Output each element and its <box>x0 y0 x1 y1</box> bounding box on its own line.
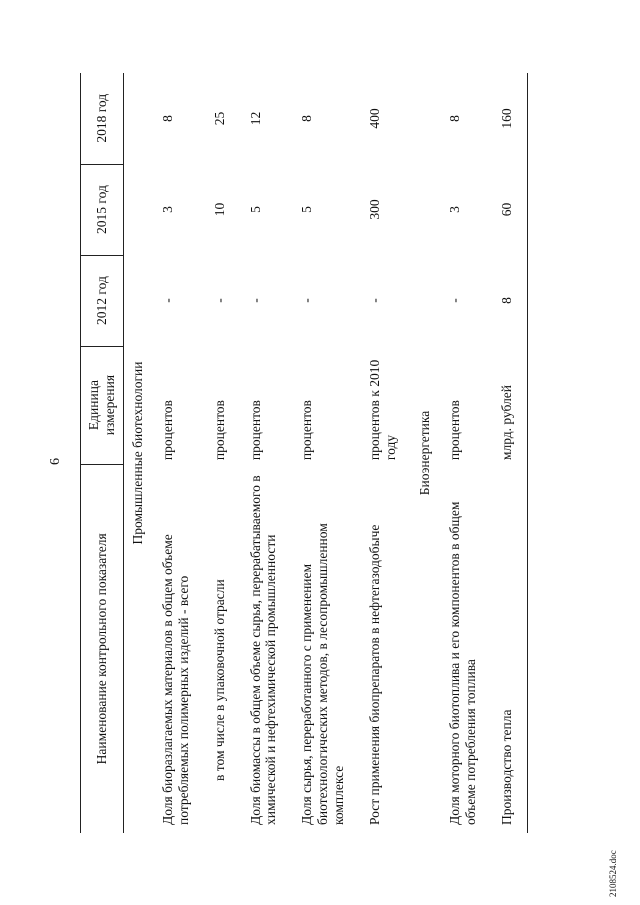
row-name: Рост применения биопрепаратов в нефтегазодобыче <box>367 524 383 825</box>
table-row <box>359 73 411 833</box>
table-row <box>204 73 240 833</box>
table-row <box>291 73 359 833</box>
row-2015: 10 <box>211 202 227 217</box>
row-unit: процентов <box>159 400 175 461</box>
section-title: Биоэнергетика <box>416 410 432 496</box>
row-2015: 300 <box>367 199 383 220</box>
row-2012: - <box>446 298 462 303</box>
section-row <box>123 73 151 833</box>
row-2018: 160 <box>491 73 527 164</box>
row-unit: процентов <box>299 400 315 461</box>
row-unit: процентов <box>446 400 462 461</box>
table-row <box>240 73 292 833</box>
header-2012: 2012 год <box>81 255 124 346</box>
footer-code: 2108524.doc <box>608 850 618 897</box>
row-2015: 5 <box>247 206 263 213</box>
page-number: 6 <box>48 458 63 465</box>
row-2012: - <box>211 298 227 303</box>
row-2015: 60 <box>491 164 527 255</box>
row-unit: процентов <box>247 400 263 461</box>
table-header-row <box>81 73 124 833</box>
row-unit: процентов к 2010 году <box>367 359 399 461</box>
row-2012: 8 <box>491 255 527 346</box>
row-name: Доля моторного биотоплива и его компонентов в общем объеме потребления топлива <box>446 501 478 825</box>
header-name: Наименование контрольного показателя <box>93 533 109 765</box>
row-2012: - <box>247 298 263 303</box>
row-2015: 3 <box>446 206 462 213</box>
row-2012: - <box>159 298 175 303</box>
table-row <box>491 73 527 833</box>
row-name: в том числе в упаковочной отрасли <box>211 579 227 781</box>
row-2018: 12 <box>247 111 263 126</box>
row-unit: млрд. рублей <box>491 346 527 464</box>
row-name: Доля биомассы в общем объеме сырья, перерабатываемого в химической и нефтехимической промышленности <box>247 475 279 825</box>
table-row <box>152 73 204 833</box>
row-2018: 25 <box>211 111 227 126</box>
row-2012: - <box>367 298 383 303</box>
header-unit: Единица измерения <box>81 346 124 464</box>
row-2015: 5 <box>299 206 315 213</box>
table-row <box>439 73 491 833</box>
row-name: Доля биоразлагаемых материалов в общем объеме потребляемых полимерных изделий - всего <box>159 534 191 825</box>
row-2015: 3 <box>159 206 175 213</box>
row-2012: - <box>299 298 315 303</box>
indicators-table <box>80 73 528 833</box>
row-name: Производство тепла <box>491 464 527 833</box>
header-2015: 2015 год <box>81 164 124 255</box>
row-name: Доля сырья, переработанного с применением биотехнологических методов, в лесопромышленном комплексе <box>299 523 347 825</box>
row-2018: 8 <box>299 115 315 122</box>
row-2018: 8 <box>159 115 175 122</box>
section-title: Промышленные биотехнологии <box>129 361 145 545</box>
row-2018: 8 <box>446 115 462 122</box>
row-unit: процентов <box>211 400 227 461</box>
row-2018: 400 <box>367 108 383 129</box>
header-2018: 2018 год <box>81 73 124 164</box>
section-row <box>411 73 439 833</box>
